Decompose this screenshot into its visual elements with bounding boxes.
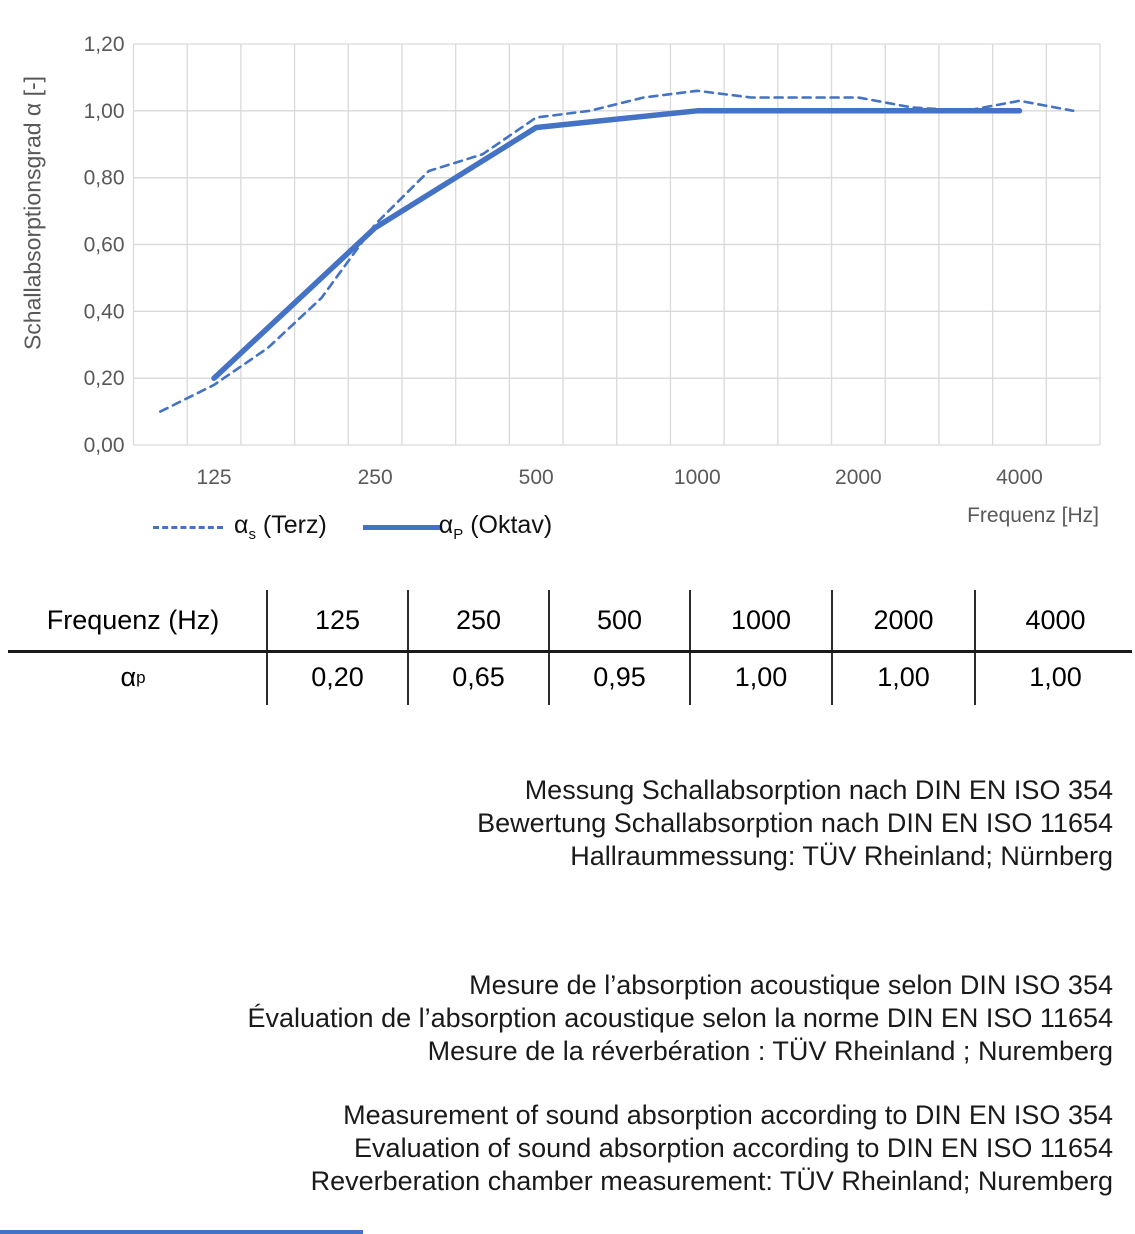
x-tick-label: 1000 — [673, 466, 721, 489]
x-tick-label: 250 — [357, 466, 393, 489]
table-value-cell: 0,95 — [548, 650, 689, 705]
note-line: Evaluation of sound absorption according to DIN EN ISO 11654 — [354, 1133, 1113, 1163]
y-tick-label: 0,40 — [83, 300, 125, 324]
legend-label-terz: $\alpha_s$ (Terz) — [234, 511, 327, 543]
chart-legend — [153, 511, 552, 543]
bottom-accent-bar — [0, 1230, 363, 1234]
table-value-cell: 0,65 — [407, 650, 548, 705]
note-line: Mesure de la réverbération : TÜV Rheinland ; Nuremberg — [427, 1036, 1113, 1066]
table-header-cell: 2000 — [831, 590, 974, 650]
x-tick-label: 500 — [518, 466, 554, 489]
y-tick-label: 0,00 — [83, 434, 125, 457]
table-divider-line — [8, 650, 1132, 653]
table-header-label: Frequenz (Hz) — [46, 604, 220, 635]
y-tick-label: 1,20 — [83, 33, 125, 56]
table-header-cell: 250 — [407, 590, 548, 650]
table-header-cell: 125 — [266, 590, 407, 650]
y-tick-label: 0,60 — [83, 233, 125, 257]
legend-solid-line-sample — [363, 525, 441, 530]
table-header-cell: 4000 — [974, 590, 1135, 650]
table-row-label: α p — [120, 662, 146, 692]
alpha-p-table — [0, 590, 1135, 705]
y-tick-label: 1,00 — [83, 99, 125, 123]
table-value-cell: 1,00 — [831, 650, 974, 705]
y-tick-label: 0,20 — [83, 367, 125, 391]
note-line: Évaluation de l’absorption acoustique selon la norme DIN EN ISO 11654 — [247, 1003, 1113, 1033]
table-value-cell: 1,00 — [974, 650, 1135, 705]
table-value-cell: 1,00 — [689, 650, 831, 705]
note-line: Reverberation chamber measurement: TÜV Rheinland; Nuremberg — [310, 1166, 1113, 1196]
x-tick-label: 125 — [196, 466, 232, 489]
legend-label-oktav: $\alpha_P$ (Oktav) — [438, 511, 553, 543]
note-line: Measurement of sound absorption according to DIN EN ISO 354 — [343, 1100, 1113, 1130]
note-line: Messung Schallabsorption nach DIN EN ISO 354 — [524, 775, 1113, 805]
note-english — [0, 1099, 1113, 1198]
absorption-chart — [0, 0, 1135, 495]
legend-dashed-line-sample — [153, 526, 223, 529]
note-french — [0, 969, 1113, 1068]
note-line: Mesure de l’absorption acoustique selon DIN ISO 354 — [469, 970, 1113, 1000]
x-tick-label: 4000 — [996, 466, 1043, 489]
x-axis-title: Frequenz [Hz] — [967, 504, 1099, 527]
table-header-cell: 1000 — [689, 590, 831, 650]
table-header-cell: 500 — [548, 590, 689, 650]
y-tick-label: 0,80 — [83, 166, 125, 190]
note-german — [0, 774, 1113, 873]
x-tick-label: 2000 — [835, 466, 882, 489]
table-value-cell: 0,20 — [266, 650, 407, 705]
note-line: Hallraummessung: TÜV Rheinland; Nürnberg — [570, 841, 1113, 871]
y-axis-title: Schallabsorptionsgrad α [-] — [19, 75, 46, 351]
note-line: Bewertung Schallabsorption nach DIN EN ISO 11654 — [477, 808, 1113, 838]
